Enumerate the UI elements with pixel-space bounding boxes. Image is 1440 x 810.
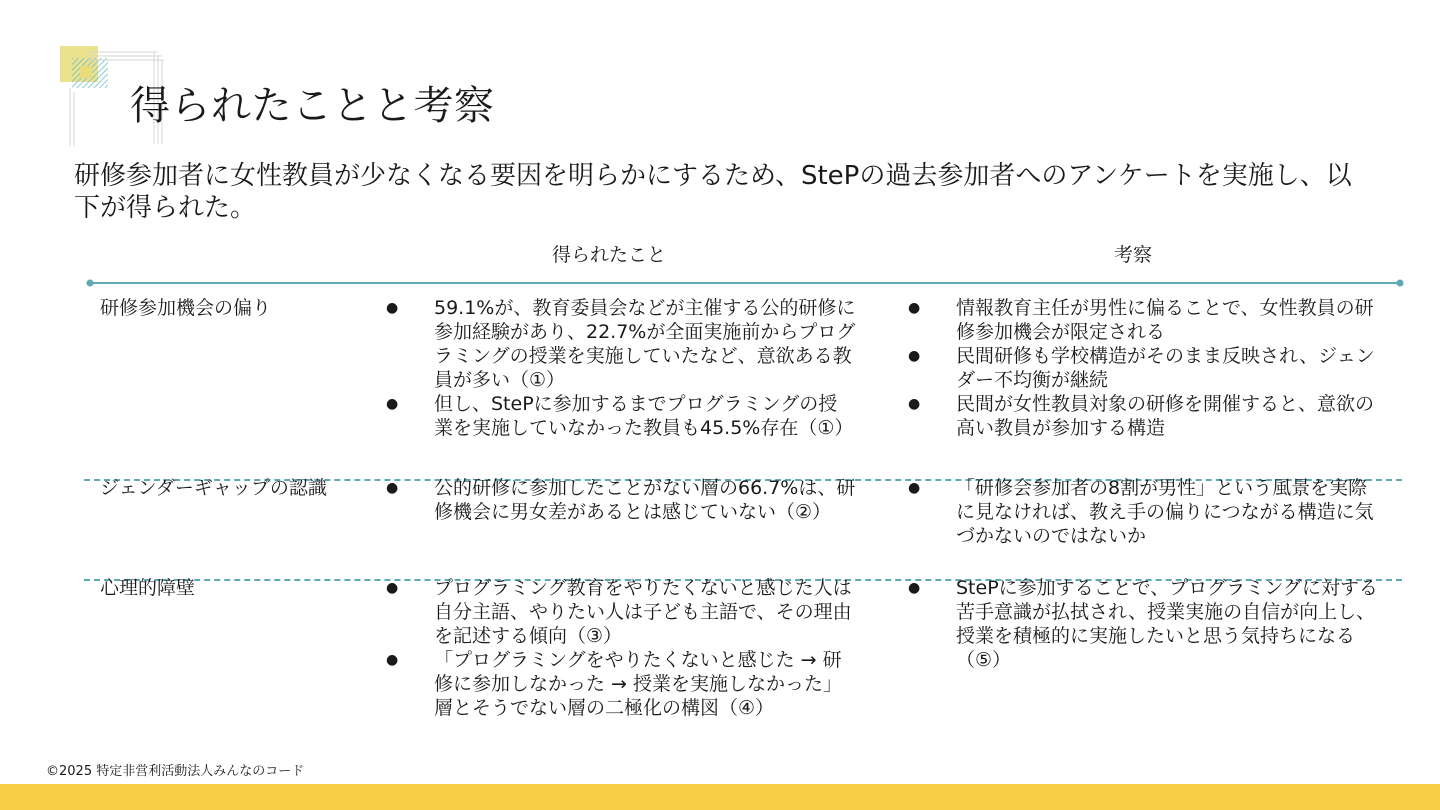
lead-text: 研修参加者に女性教員が少なくなる要因を明らかにするため、StePの過去参加者へのアンケートを実施し、以下が得られた。 [74, 161, 1352, 223]
findings-list [386, 296, 856, 440]
list-item-text: 「研修会参加者の8割が男性」という風景を実際に見なければ、教え手の偏りにつながる構造に気づかないのではないか [956, 477, 1374, 547]
column-header-discussion: 考察 [1114, 244, 1153, 266]
list-item [386, 476, 856, 524]
discussion-list [908, 576, 1386, 672]
list-item [386, 648, 856, 720]
slide-title: 得られたことと考察 [130, 83, 495, 129]
bullet-icon: ● [386, 480, 399, 496]
list-item [908, 392, 1386, 440]
bullet-icon: ● [908, 480, 921, 496]
row-label: ジェンダーギャップの認識 [100, 477, 327, 499]
copyright-footer: ©2025 特定非営利活動法人みんなのコード [46, 764, 305, 779]
bullet-icon: ● [908, 300, 921, 316]
list-item [908, 476, 1386, 548]
list-item [908, 576, 1386, 672]
footer-bar [0, 784, 1440, 810]
list-item-text: 民間研修も学校構造がそのまま反映され、ジェンダー不均衡が継続 [956, 345, 1375, 391]
list-item [386, 392, 856, 440]
row-label: 研修参加機会の偏り [100, 297, 272, 319]
bullet-icon: ● [908, 348, 921, 364]
bullet-icon: ● [908, 396, 921, 412]
list-item [908, 296, 1386, 344]
header-rule [86, 278, 1404, 288]
list-item [386, 296, 856, 392]
list-item-text: 「プログラミングをやりたくないと感じた → 研修に参加しなかった → 授業を実施しなかった」層とそうでない層の二極化の構図（④） [434, 649, 843, 719]
column-header-findings: 得られたこと [552, 244, 667, 266]
bullet-icon: ● [386, 580, 399, 596]
list-item-text: StePに参加することで、プログラミングに対する苦手意識が払拭され、授業実施の自信が向上し、授業を積極的に実施したいと思う気持ちになる（⑤） [956, 577, 1378, 671]
findings-list [386, 576, 856, 720]
bullet-icon: ● [386, 652, 399, 668]
list-item-text: プログラミング教育をやりたくないと感じた人は自分主語、やりたい人は子ども主語で、その理由を記述する傾向（③） [434, 577, 852, 647]
bullet-icon: ● [386, 396, 399, 412]
row-label: 心理的障壁 [100, 577, 196, 599]
discussion-list [908, 476, 1386, 548]
list-item [908, 344, 1386, 392]
list-item-text: 公的研修に参加したことがない層の66.7%は、研修機会に男女差があるとは感じていない（②） [434, 477, 856, 523]
list-item [386, 576, 856, 648]
discussion-list [908, 296, 1386, 440]
bullet-icon: ● [386, 300, 399, 316]
list-item-text: 民間が女性教員対象の研修を開催すると、意欲の高い教員が参加する構造 [956, 393, 1375, 439]
findings-list [386, 476, 856, 524]
list-item-text: 情報教育主任が男性に偏ることで、女性教員の研修参加機会が限定される [956, 297, 1374, 343]
list-item-text: 59.1%が、教育委員会などが主催する公的研修に参加経験があり、22.7%が全面実施前からプログラミングの授業を実施していたなど、意欲ある教員が多い（①） [434, 297, 856, 391]
list-item-text: 但し、StePに参加するまでプログラミングの授業を実施していなかった教員も45.5%存在（①） [434, 393, 854, 439]
bullet-icon: ● [908, 580, 921, 596]
